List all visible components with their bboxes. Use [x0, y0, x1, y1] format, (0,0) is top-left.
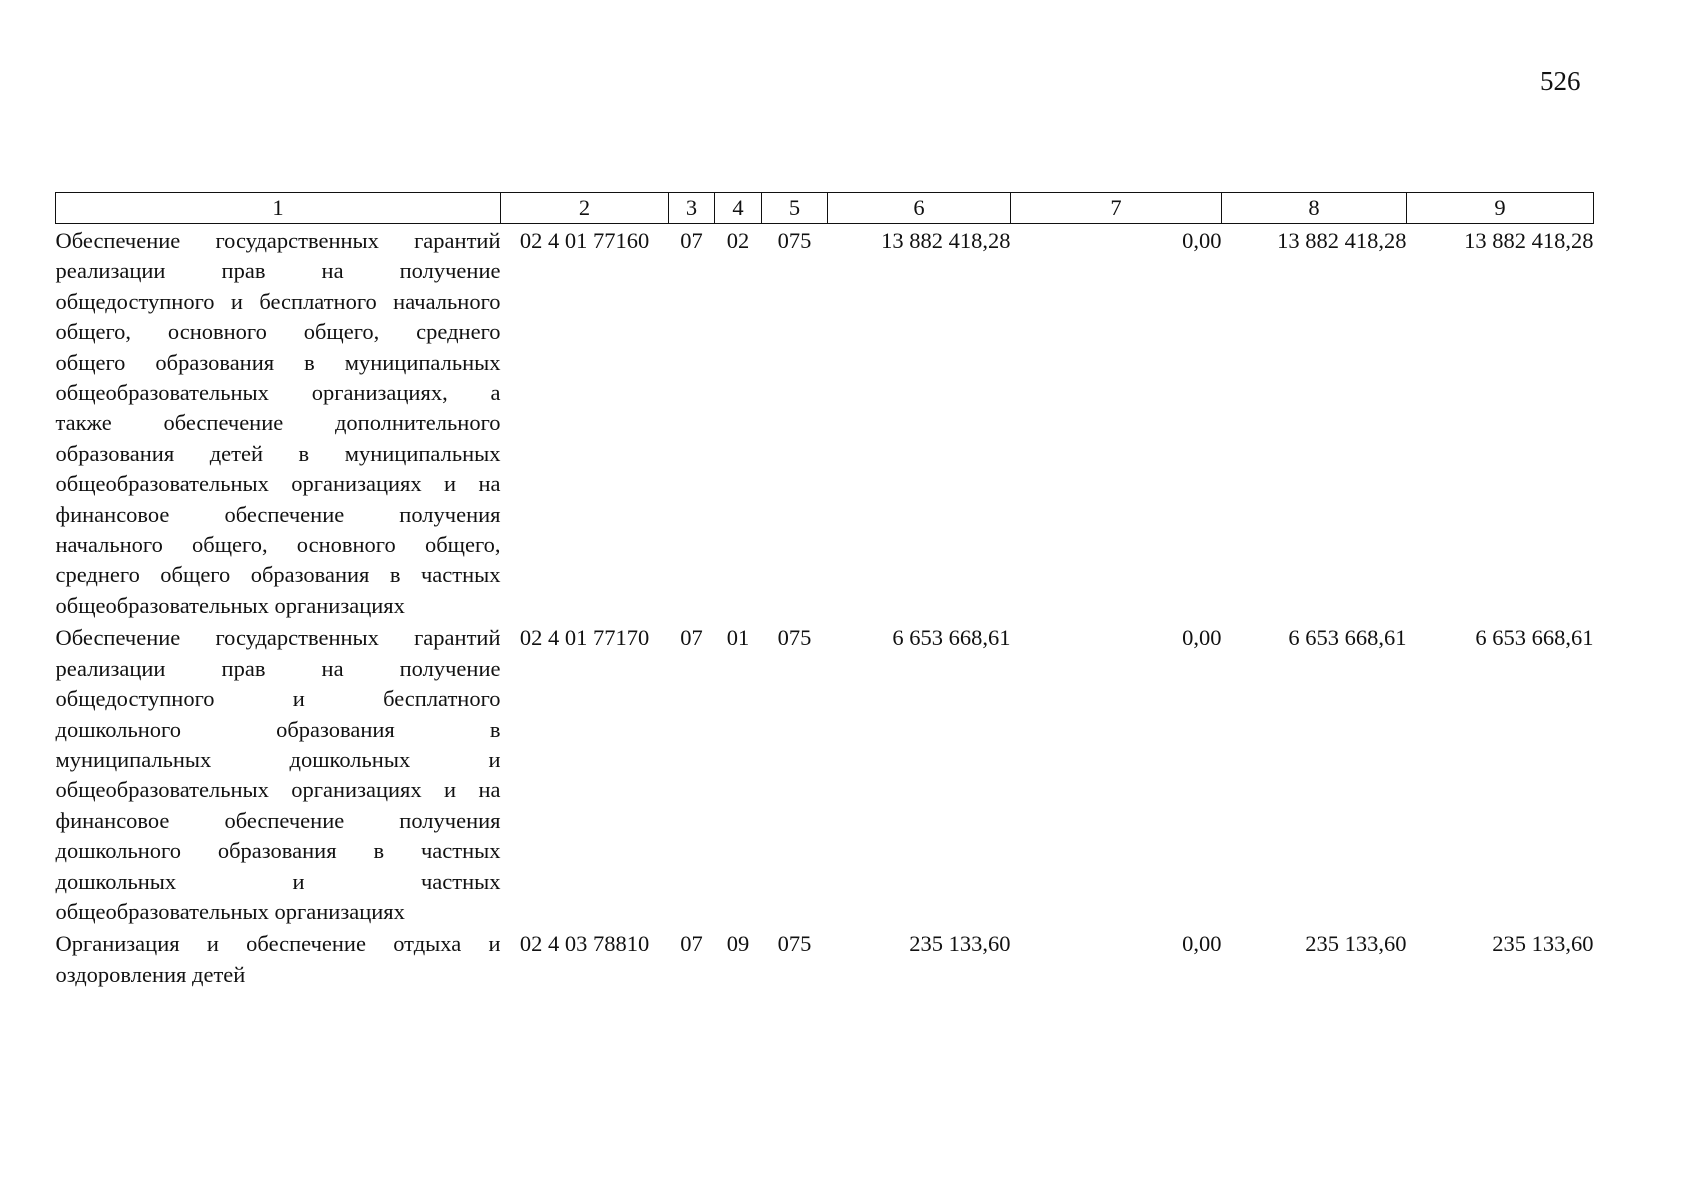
- description-line: дошкольного образования в: [55, 716, 501, 742]
- table-row: [56, 621, 1594, 927]
- row-col-7: 0,00: [1182, 931, 1222, 957]
- header-row: [56, 193, 1594, 224]
- row-col-9: 13 882 418,28: [1464, 228, 1594, 253]
- row-code: 02 4 01 77170: [519, 625, 650, 651]
- row-col-4: 02: [726, 228, 750, 253]
- description-line: образования детей в муниципальных: [55, 440, 501, 466]
- column-header-3: 3: [669, 193, 715, 224]
- row-col-9: 235 133,60: [1492, 931, 1594, 957]
- row-description: [56, 224, 501, 622]
- row-col-8: 6 653 668,61: [1288, 625, 1407, 651]
- row-col-3: 07: [680, 931, 703, 957]
- description-line: общеобразовательных организациях и на: [55, 777, 501, 803]
- description-line: дошкольных и частных: [55, 868, 501, 894]
- column-header-2: 2: [501, 193, 669, 224]
- row-description: [56, 621, 501, 927]
- column-header-6: 6: [828, 193, 1011, 224]
- description-line: общедоступного и бесплатного: [55, 686, 501, 712]
- description-line: общеобразовательных организациях, а: [55, 380, 501, 406]
- table-row: [56, 224, 1594, 622]
- description-line: Обеспечение государственных гарантий: [55, 228, 501, 253]
- row-col-9: 6 653 668,61: [1475, 625, 1594, 651]
- description-line: Организация и обеспечение отдыха и: [55, 931, 501, 957]
- description-line: общеобразовательных организациях: [55, 592, 405, 618]
- row-code: 02 4 03 78810: [519, 931, 650, 957]
- row-col-3: 07: [680, 625, 703, 651]
- column-header-9: 9: [1407, 193, 1594, 224]
- description-line: реализации прав на получение: [55, 655, 501, 681]
- row-col-6: 235 133,60: [909, 931, 1011, 957]
- row-col-4: 01: [726, 625, 750, 651]
- row-col-3: 07: [680, 228, 703, 253]
- column-header-4: 4: [715, 193, 762, 224]
- page-number: 526: [1540, 66, 1581, 96]
- description-line: Обеспечение государственных гарантий: [55, 625, 501, 651]
- description-line: среднего общего образования в частных: [55, 562, 501, 588]
- description-line: финансовое обеспечение получения: [55, 807, 501, 833]
- row-col-7: 0,00: [1182, 625, 1222, 651]
- description-line: общеобразовательных организациях: [55, 898, 405, 924]
- row-col-4: 09: [726, 931, 750, 957]
- budget-table: [55, 192, 1594, 990]
- description-line: муниципальных дошкольных и: [55, 746, 501, 772]
- description-line: начального общего, основного общего,: [55, 532, 501, 558]
- description-line: общего, основного общего, среднего: [55, 319, 501, 345]
- description-line: дошкольного образования в частных: [55, 838, 501, 864]
- row-col-5: 075: [777, 625, 812, 651]
- row-col-5: 075: [777, 228, 812, 253]
- row-col-6: 6 653 668,61: [892, 625, 1011, 651]
- description-line: общеобразовательных организациях и на: [55, 471, 501, 497]
- column-header-1: 1: [56, 193, 501, 224]
- column-header-8: 8: [1222, 193, 1407, 224]
- row-col-7: 0,00: [1182, 228, 1222, 253]
- row-code: 02 4 01 77160: [519, 228, 650, 253]
- table-row: [56, 927, 1594, 990]
- description-line: оздоровления детей: [55, 961, 246, 987]
- description-line: общедоступного и бесплатного начального: [55, 288, 501, 314]
- row-col-6: 13 882 418,28: [881, 228, 1011, 253]
- row-col-5: 075: [777, 931, 812, 957]
- column-header-5: 5: [762, 193, 828, 224]
- description-line: общего образования в муниципальных: [55, 349, 501, 375]
- row-col-8: 235 133,60: [1305, 931, 1407, 957]
- row-description: [56, 927, 501, 990]
- row-col-8: 13 882 418,28: [1277, 228, 1407, 253]
- description-line: финансовое обеспечение получения: [55, 501, 501, 527]
- description-line: также обеспечение дополнительного: [55, 410, 501, 436]
- column-header-7: 7: [1011, 193, 1222, 224]
- description-line: реализации прав на получение: [55, 258, 501, 284]
